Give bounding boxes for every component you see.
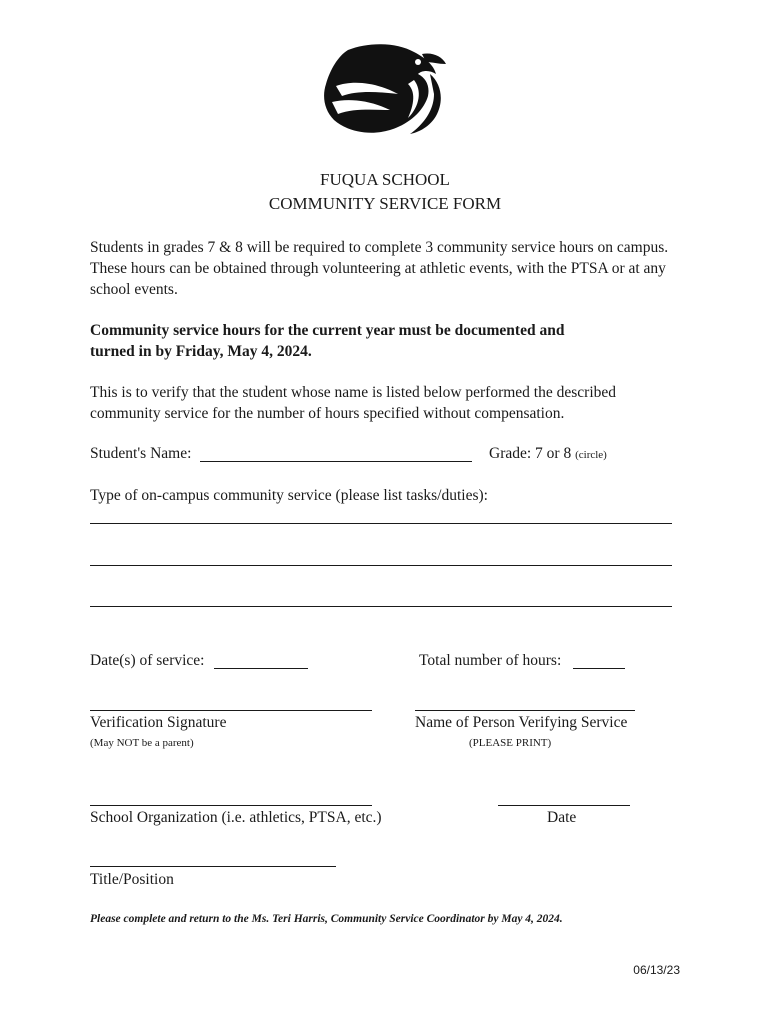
- service-type-line-3[interactable]: [90, 606, 672, 607]
- form-title: COMMUNITY SERVICE FORM: [268, 194, 502, 213]
- service-type-label: Type of on-campus community service (please list tasks/duties):: [90, 487, 488, 504]
- verifier-name-label: Name of Person Verifying Service: [415, 714, 628, 731]
- grade-options[interactable]: Grade: 7 or 8: [489, 445, 572, 462]
- total-hours-label: Total number of hours:: [419, 652, 562, 669]
- verification-signature-label: Verification Signature: [90, 714, 227, 731]
- grade-note: (circle): [575, 449, 607, 461]
- grade-label: [489, 445, 607, 463]
- service-type-line-2[interactable]: [90, 565, 672, 566]
- organization-label: School Organization (i.e. athletics, PTSA, etc.): [90, 809, 382, 826]
- title-position-label: Title/Position: [90, 871, 174, 888]
- return-instructions: Please complete and return to the Ms. Teri Harris, Community Service Coordinator by May 4, 2024.: [90, 913, 563, 925]
- date-label: Date: [547, 809, 577, 826]
- title-position-field[interactable]: [90, 866, 336, 867]
- deadline-line-2: turned in by Friday, May 4, 2024.: [90, 343, 312, 360]
- verification-signature-note: (May NOT be a parent): [90, 737, 194, 749]
- dates-field[interactable]: [214, 668, 308, 669]
- form-title-school: FUQUA SCHOOL: [320, 170, 450, 189]
- date-field[interactable]: [498, 805, 630, 806]
- student-name-field[interactable]: [200, 461, 472, 462]
- hawk-head-logo: [318, 40, 452, 136]
- verification-signature-field[interactable]: [90, 710, 372, 711]
- intro-paragraph: Students in grades 7 & 8 will be required to complete 3 community service hours on campus. These hours can be obtained through volunteering at athletic events, with the PTSA or at any school events.: [90, 239, 669, 298]
- hawk-head-icon: [318, 40, 452, 136]
- total-hours-field[interactable]: [573, 668, 625, 669]
- verifier-name-note: (PLEASE PRINT): [469, 737, 552, 749]
- dates-label: Date(s) of service:: [90, 652, 205, 669]
- organization-field[interactable]: [90, 805, 372, 806]
- revision-code: 06/13/23: [633, 963, 680, 977]
- deadline-line-1: Community service hours for the current year must be documented and: [90, 322, 565, 339]
- service-type-line-1[interactable]: [90, 523, 672, 524]
- verify-paragraph: This is to verify that the student whose name is listed below performed the described community service for the number of hours specified without compensation.: [90, 384, 617, 422]
- verifier-name-field[interactable]: [415, 710, 635, 711]
- student-name-label: Student's Name:: [90, 445, 192, 462]
